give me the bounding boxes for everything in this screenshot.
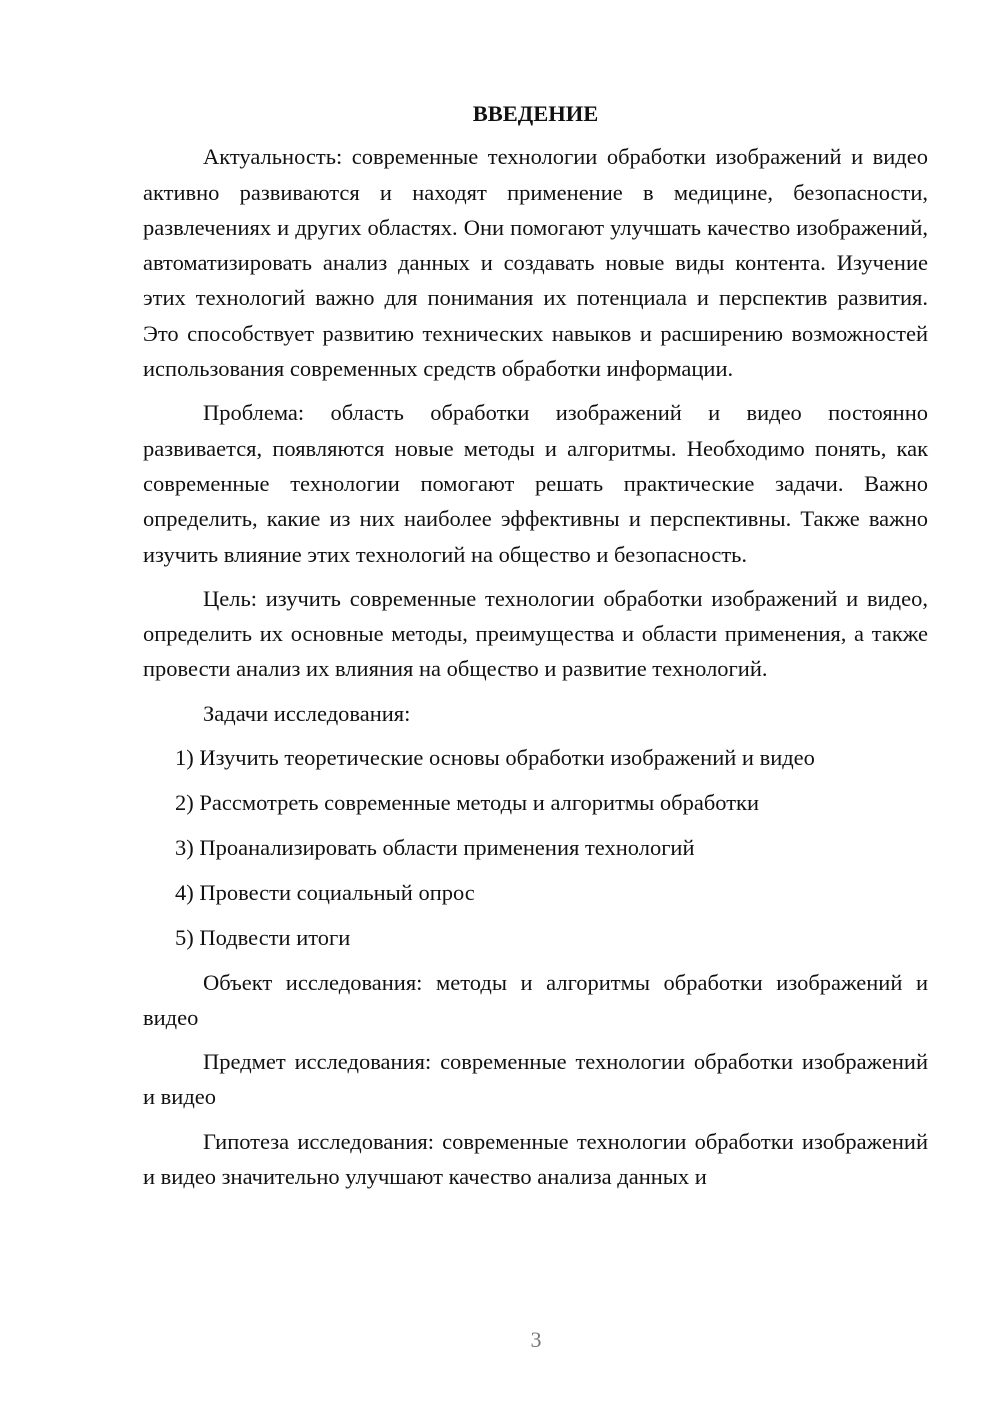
tasks-heading: Задачи исследования:	[203, 700, 411, 726]
section-title: ВВЕДЕНИЕ	[472, 101, 599, 126]
task-item: 5) Подвести итоги	[175, 924, 351, 950]
task-item: 4) Провести социальный опрос	[175, 879, 475, 905]
goal-paragraph: Цель: изучить современные технологии обработки изображений и видео, определить их основные методы, преимущества и области применения, а также провести анализ их влияния на общество и развитие технологий.	[143, 585, 928, 682]
relevance-paragraph: Актуальность: современные технологии обработки изображений и видео активно развиваются и находят применение в медицине, безопасности, развлечениях и других областях. Они помогают улучшать качество изображений, автоматизировать анализ данных и создавать новые виды контента. Изучение этих технологий важно для понимания их потенциала и перспектив развития. Это способствует развитию технических навыков и расширению возможностей использования современных средств обработки информации.	[143, 144, 928, 382]
hypothesis-paragraph: Гипотеза исследования: современные технологии обработки изображений и видео значительно улучшают качество анализа данных и	[143, 1128, 928, 1189]
problem-paragraph: Проблема: область обработки изображений и видео постоянно развивается, появляются новые методы и алгоритмы. Необходимо понять, как современные технологии помогают решать практические задачи. Важно определить, какие из них наиболее эффективны и перспективны. Также важно изучить влияние этих технологий на общество и безопасность.	[143, 400, 928, 567]
tasks-list	[143, 740, 928, 955]
page-content	[143, 96, 928, 1203]
task-item: 3) Проанализировать области применения технологий	[175, 834, 695, 860]
subject-paragraph: Предмет исследования: современные технологии обработки изображений и видео	[143, 1049, 928, 1110]
object-paragraph: Объект исследования: методы и алгоритмы обработки изображений и видео	[143, 969, 928, 1030]
page-number: 3	[530, 1327, 542, 1352]
task-item: 2) Рассмотреть современные методы и алгоритмы обработки	[175, 789, 760, 815]
task-item: 1) Изучить теоретические основы обработки изображений и видео	[175, 745, 815, 771]
